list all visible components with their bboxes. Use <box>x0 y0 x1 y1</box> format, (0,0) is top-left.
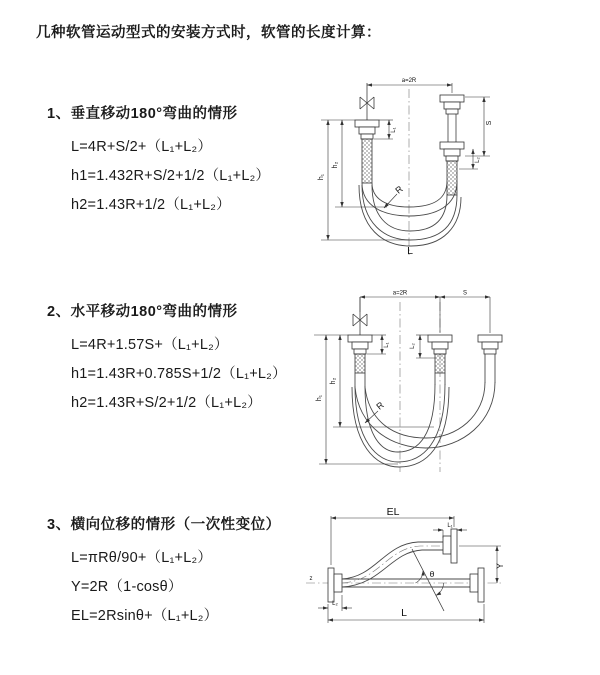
middle-fitting <box>428 335 452 354</box>
dim-label-a2r: a=2R <box>401 78 417 84</box>
dim-h2 <box>321 120 387 207</box>
formula-length: L=4R+S/2+（L₁+L₂） <box>71 139 213 155</box>
dim-label-el: EL <box>386 506 400 518</box>
dim-label-h1: h₁ <box>318 173 325 181</box>
dim-l2 <box>318 595 352 611</box>
valve-icon <box>360 83 374 120</box>
right-pipe <box>448 114 456 142</box>
radius-label: R <box>374 399 386 412</box>
dim-label-s: S <box>486 120 493 126</box>
length-label: L <box>401 607 407 619</box>
valve-icon <box>353 297 367 335</box>
right-hose-leg <box>485 354 495 383</box>
dim-l <box>328 604 484 623</box>
dim-label-l1: L₁ <box>391 127 397 133</box>
dim-stroke-s <box>440 291 490 298</box>
angle-label: θ <box>429 569 435 579</box>
dim-label-s: S <box>462 290 468 297</box>
length-label: L <box>407 245 413 257</box>
figure-vertical-180-bend <box>313 73 593 263</box>
formula-h2: h2=1.43R+1/2（L₁+L₂） <box>71 197 231 213</box>
right-flange-initial <box>470 568 484 602</box>
right-fitting-moved <box>478 335 502 354</box>
right-fitting-top <box>440 95 464 114</box>
formula-length: L=4R+1.57S+（L₁+L₂） <box>71 337 229 353</box>
hose-curves <box>359 181 461 246</box>
section-2-formulas <box>71 331 287 418</box>
formula-length: L=πRθ/90+（L₁+L₂） <box>71 550 213 566</box>
dim-label-l2: L₂ <box>410 343 416 349</box>
section-2-heading: 2、水平移动180°弯曲的情形 <box>47 304 238 320</box>
dim-label-l1: L₁ <box>447 523 453 529</box>
formula-el: EL=2Rsinθ+（L₁+L₂） <box>71 608 219 624</box>
right-fitting-moved <box>440 142 464 161</box>
hose-curves <box>352 382 495 467</box>
axis-mark-label: z <box>309 576 313 582</box>
dim-label-l2: L₂ <box>475 157 481 163</box>
section-1-heading: 1、垂直移动180°弯曲的情形 <box>47 106 238 122</box>
formula-h1: h1=1.43R+0.785S+1/2（L₁+L₂） <box>71 366 287 382</box>
dim-stroke-s <box>465 97 493 156</box>
left-braid-section <box>355 354 365 373</box>
section-lateral-displacement <box>47 513 281 631</box>
formula-h1: h1=1.432R+S/2+1/2（L₁+L₂） <box>71 168 271 184</box>
dim-label-h1: h₁ <box>316 394 323 402</box>
figure-horizontal-180-bend <box>306 288 596 478</box>
page-title: 几种软管运动型式的安装方式时，软管的长度计算： <box>36 25 381 41</box>
dim-label-a2r: a=2R <box>392 290 408 297</box>
right-braid-section <box>447 161 457 195</box>
radius-label: R <box>393 183 405 196</box>
left-hose-leg <box>355 373 365 387</box>
angle-theta <box>412 549 444 611</box>
dim-label-h2: h₂ <box>330 377 337 385</box>
middle-braid-section <box>435 354 445 373</box>
dim-width-a2r <box>367 78 452 93</box>
formula-h2: h2=1.43R+S/2+1/2（L₁+L₂） <box>71 395 262 411</box>
section-3-formulas <box>71 544 281 631</box>
dim-label-l1: L₁ <box>384 342 390 348</box>
formula-y: Y=2R（1-cosθ） <box>71 579 183 595</box>
section-vertical-movement <box>47 102 270 220</box>
dim-el <box>331 506 454 565</box>
left-fitting <box>348 335 372 354</box>
figure-lateral-displacement <box>298 505 598 650</box>
left-braid-section <box>362 139 372 183</box>
dim-label-l2: L₂ <box>332 601 338 607</box>
section-1-formulas <box>71 133 270 220</box>
section-3-heading: 3、横向位移的情形（一次性变位） <box>47 517 281 533</box>
right-flange-displaced <box>443 529 457 563</box>
section-horizontal-movement <box>47 300 287 418</box>
centerline <box>400 302 440 472</box>
dim-label-y: Y <box>495 562 505 570</box>
left-flange <box>328 568 342 602</box>
left-fitting <box>355 120 379 139</box>
radius-callout <box>384 183 405 208</box>
dim-label-h2: h₂ <box>332 161 339 169</box>
dim-l2 <box>459 149 481 169</box>
